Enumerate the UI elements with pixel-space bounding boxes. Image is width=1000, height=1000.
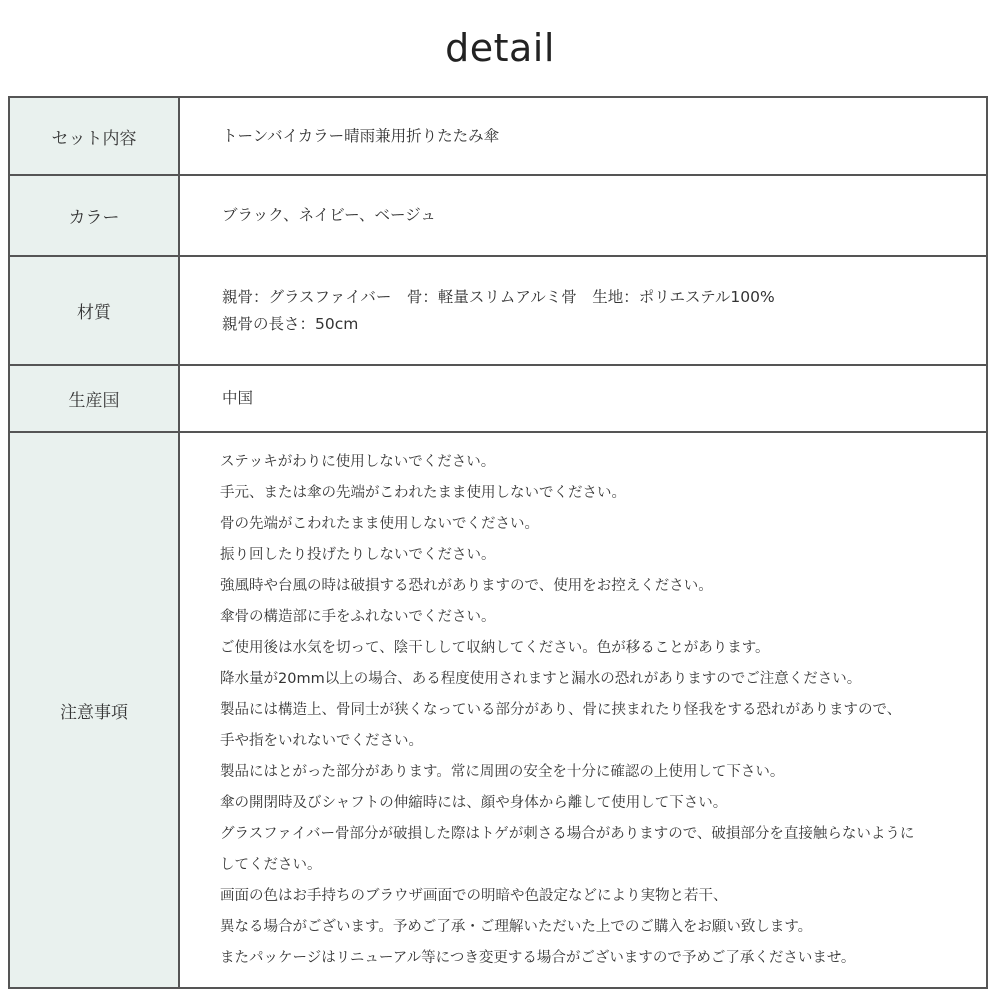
precaution-line: 傘骨の構造部に手をふれないでください。 <box>220 608 496 625</box>
row-value <box>180 257 986 364</box>
precaution-line: グラスファイバー骨部分が破損した際はトゲが刺さる場合がありますので、破損部分を直接触らないように <box>220 825 915 842</box>
precaution-line: 降水量が20mm以上の場合、ある程度使用されますと漏水の恐れがありますのでご注意ください。 <box>220 670 862 687</box>
value-line: 親骨：グラスファイバー 骨：軽量スリムアルミ骨 生地：ポリエステル100% <box>222 287 775 306</box>
table-row-country <box>10 366 986 433</box>
precaution-line: 製品にはとがった部分があります。常に周囲の安全を十分に確認の上使用して下さい。 <box>220 763 785 780</box>
table-row-color <box>10 176 986 257</box>
value-line: 親骨の長さ：50cm <box>222 314 359 333</box>
precaution-line: 製品には構造上、骨同士が狭くなっている部分があり、骨に挟まれたり怪我をする恐れがありますので、 <box>220 701 902 718</box>
precaution-line: またパッケージはリニューアル等につき変更する場合がございますので予めご了承くださいませ。 <box>220 949 856 966</box>
row-label: 注意事項 <box>10 433 180 987</box>
precaution-line: 強風時や台風の時は破損する恐れがありますので、使用をお控えください。 <box>220 577 713 594</box>
precaution-line: 振り回したり投げたりしないでください。 <box>220 546 496 563</box>
row-label: 材質 <box>10 257 180 364</box>
precaution-line: してください。 <box>220 856 322 873</box>
row-label: セット内容 <box>10 98 180 174</box>
precaution-line: 手元、または傘の先端がこわれたまま使用しないでください。 <box>220 484 626 501</box>
precaution-line: ステッキがわりに使用しないでください。 <box>220 453 496 470</box>
table-row-material <box>10 257 986 366</box>
row-value <box>180 433 986 987</box>
row-label: 生産国 <box>10 366 180 431</box>
page-title: detail <box>445 26 555 70</box>
row-label: カラー <box>10 176 180 255</box>
precaution-line: 画面の色はお手持ちのブラウザ画面での明暗や色設定などにより実物と若干、 <box>220 887 728 904</box>
value-line: 中国 <box>222 389 254 407</box>
row-value <box>180 98 986 174</box>
value-line: ブラック、ネイビー、ベージュ <box>222 206 436 224</box>
precaution-line: 傘の開閉時及びシャフトの伸縮時には、顔や身体から離して使用して下さい。 <box>220 794 728 811</box>
table-row-precautions <box>10 433 986 987</box>
detail-table <box>8 96 988 989</box>
row-value <box>180 366 986 431</box>
value-line: トーンバイカラー晴雨兼用折りたたみ傘 <box>222 126 500 145</box>
row-value <box>180 176 986 255</box>
precaution-line: 手や指をいれないでください。 <box>220 732 423 749</box>
precaution-line: ご使用後は水気を切って、陰干しして収納してください。色が移ることがあります。 <box>220 639 770 656</box>
table-row-set-contents <box>10 98 986 176</box>
precaution-line: 骨の先端がこわれたまま使用しないでください。 <box>220 515 539 532</box>
precaution-line: 異なる場合がございます。予めご了承・ご理解いただいた上でのご購入をお願い致します。 <box>220 918 813 935</box>
